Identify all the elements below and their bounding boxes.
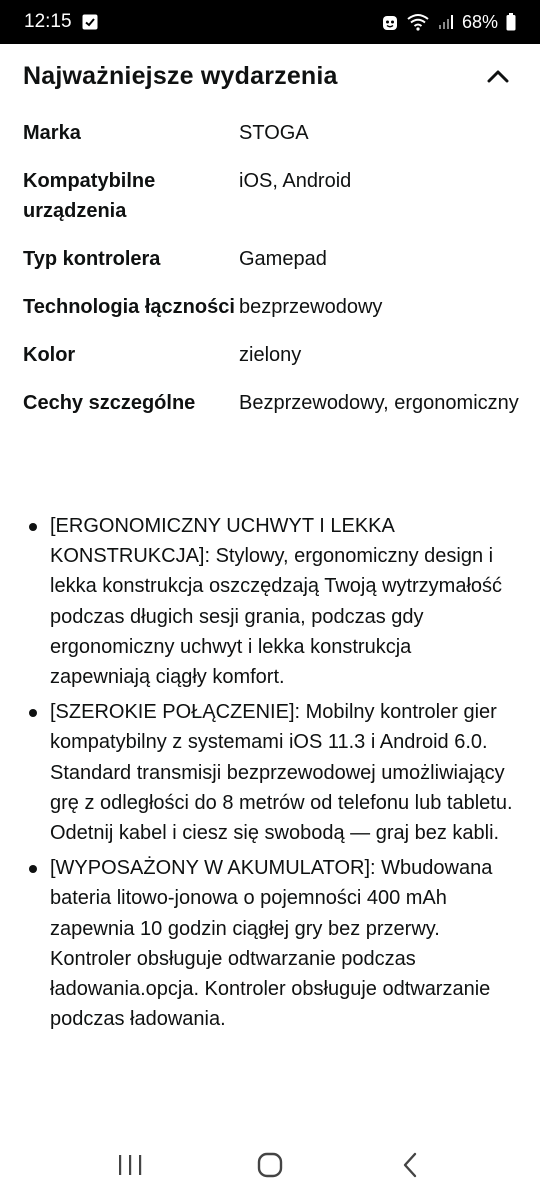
notification-check-icon [82,14,98,30]
section-header[interactable] [0,44,540,108]
spec-value: Bezprzewodowy, ergonomiczny [239,392,519,414]
spec-key: Kompatybilne urządzenia [23,170,156,222]
battery-icon [506,13,516,31]
spec-row-special-features [23,388,523,418]
spec-table [23,118,523,436]
spec-row-connectivity [23,292,523,322]
spec-key: Cechy szczególne [23,392,196,414]
recent-apps-icon [116,1153,144,1177]
section-title: Najważniejsze wydarzenia [23,61,338,90]
system-nav-bar [0,1130,540,1200]
signal-icon [438,14,454,30]
list-item [26,697,516,848]
bullet-icon [29,523,37,531]
bullet-text: [SZEROKIE POŁĄCZENIE]: Mobilny kontroler gier kompatybilny z systemami iOS 11.3 i Android 6.0. Standard transmisji bezprzewodowej umożliwiający grę z odległości do 8 metrów od telefonu lub tabletu. Odetnij kabel i ciesz się swobodą — graj bez kabli. [50,701,513,845]
back-button[interactable] [380,1140,440,1190]
status-bar [0,0,540,44]
spec-row-color [23,340,523,370]
spec-value: Gamepad [239,248,327,270]
spec-row-compatible-devices [23,166,523,226]
spec-value: STOGA [239,122,309,144]
spec-key: Kolor [23,344,76,366]
spec-value: iOS, Android [239,170,352,192]
spec-key: Marka [23,122,81,144]
recent-apps-button[interactable] [100,1140,160,1190]
status-time: 12:15 [24,11,72,32]
feature-bullets [26,511,516,1039]
spec-key: Typ kontrolera [23,248,161,270]
spec-value: bezprzewodowy [239,296,383,318]
spec-key: Technologia łączności [23,296,235,318]
lock-status-icon [382,13,398,31]
bullet-text: [ERGONOMICZNY UCHWYT I LEKKA KONSTRUKCJA]: Stylowy, ergonomiczny design i lekka konstrukcja oszczędzają Twoją wytrzymałość podczas długich sesji grania, podczas gdy ergonomiczny uchwyt i lekka konstrukcja zapewniają ciągły komfort. [50,515,503,689]
wifi-icon [406,13,430,31]
spec-row-controller-type [23,244,523,274]
battery-percent: 68% [461,11,498,32]
spec-value: zielony [239,344,302,366]
bullet-text: [WYPOSAŻONY W AKUMULATOR]: Wbudowana bateria litowo-jonowa o pojemności 400 mAh zapewnia 10 godzin ciągłej gry bez przerwy. Kontroler obsługuje odtwarzanie podczas ładowania.opcja. Kontroler obsługuje odtwarzanie podczas ładowania. [50,857,493,1031]
list-item [26,511,516,692]
home-button[interactable] [240,1140,300,1190]
chevron-up-icon [486,68,510,84]
bullet-icon [29,865,37,873]
bullet-icon [29,709,37,717]
home-icon [256,1151,284,1179]
spec-row-brand [23,118,523,148]
list-item [26,853,516,1034]
back-icon [400,1151,420,1179]
collapse-button[interactable] [478,56,518,96]
